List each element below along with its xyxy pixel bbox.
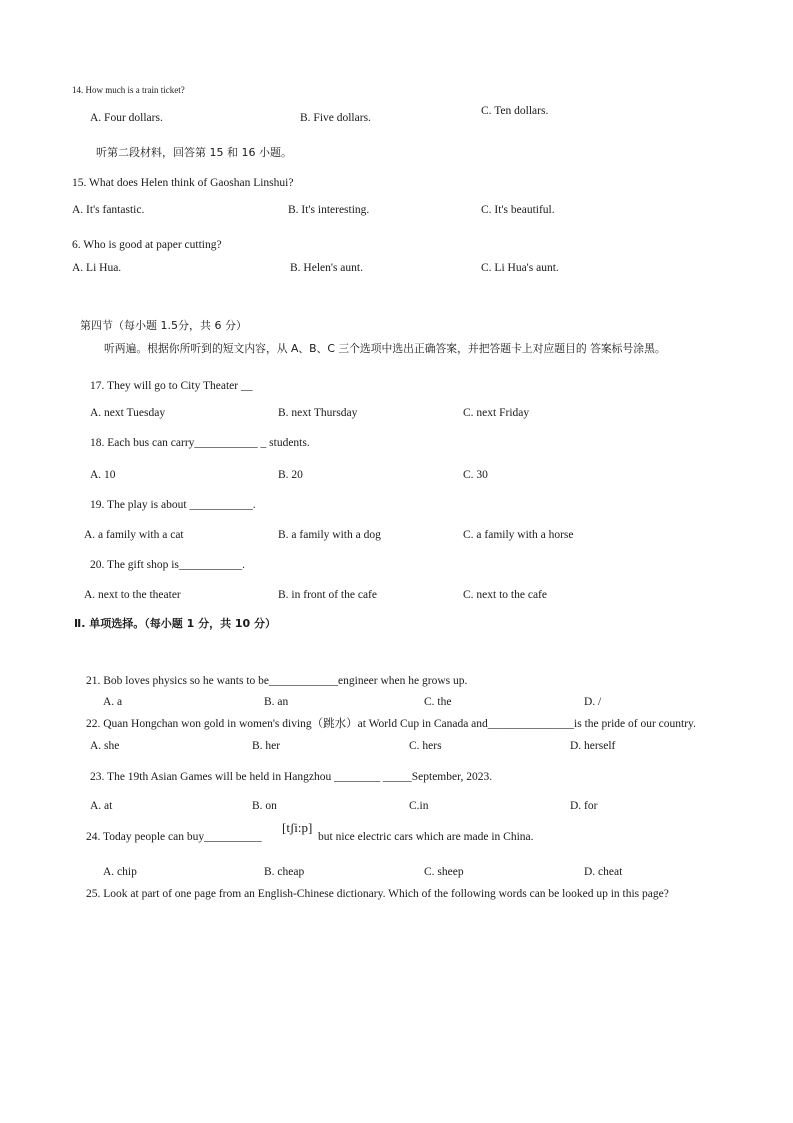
q18-option-a[interactable]: A. 10 <box>90 469 116 481</box>
section-instruction-material-2: 听第二段材料，回答第 15 和 16 小题。 <box>96 146 292 159</box>
q14-option-a[interactable]: A. Four dollars. <box>90 112 163 124</box>
q23-option-c[interactable]: C.in <box>409 800 429 812</box>
q18-option-c[interactable]: C. 30 <box>463 469 488 481</box>
q15-stem: 15. What does Helen think of Gaoshan Linshui? <box>72 177 294 189</box>
q18-stem: 18. Each bus can carry___________ _ students. <box>90 437 310 449</box>
q24-phonetic: [tʃi:p] <box>282 820 313 835</box>
q15-option-a[interactable]: A. It's fantastic. <box>72 204 145 216</box>
q23-option-a[interactable]: A. at <box>90 800 113 812</box>
q21-stem: 21. Bob loves physics so he wants to be____________engineer when he grows up. <box>86 675 468 687</box>
section2-title: Ⅱ. 单项选择。（每小题 1 分，共 10 分） <box>74 617 277 630</box>
q16-stem: 6. Who is good at paper cutting? <box>72 239 222 251</box>
q16-option-b[interactable]: B. Helen's aunt. <box>290 262 363 274</box>
q15-option-b[interactable]: B. It's interesting. <box>288 204 370 216</box>
q24-option-d[interactable]: D. cheat <box>584 866 623 878</box>
q22-option-c[interactable]: C. hers <box>409 740 442 752</box>
q19-stem: 19. The play is about ___________. <box>90 499 256 511</box>
part4-instruction: 听两遍。根据你所听到的短文内容，从 A、B、C 三个选项中选出正确答案，并把答题卡上对应题目的 答案标号涂黑。 <box>104 342 666 355</box>
q14-option-c[interactable]: C. Ten dollars. <box>481 105 549 117</box>
q19-option-b[interactable]: B. a family with a dog <box>278 529 381 541</box>
q16-option-a[interactable]: A. Li Hua. <box>72 262 122 274</box>
q19-option-c[interactable]: C. a family with a horse <box>463 529 574 541</box>
q17-option-c[interactable]: C. next Friday <box>463 407 530 419</box>
q23-option-b[interactable]: B. on <box>252 800 277 812</box>
q22-option-b[interactable]: B. her <box>252 740 281 752</box>
q14-option-b[interactable]: B. Five dollars. <box>300 112 371 124</box>
q15-option-c[interactable]: C. It's beautiful. <box>481 204 555 216</box>
q17-option-a[interactable]: A. next Tuesday <box>90 407 166 419</box>
q20-option-c[interactable]: C. next to the cafe <box>463 589 547 601</box>
q21-option-b[interactable]: B. an <box>264 696 289 708</box>
q24-option-a[interactable]: A. chip <box>103 866 137 878</box>
q24-stem-before: 24. Today people can buy__________ <box>86 831 262 843</box>
q25-stem: 25. Look at part of one page from an English-Chinese dictionary. Which of the following words can be looked up in this page? <box>86 888 669 900</box>
q23-stem: 23. The 19th Asian Games will be held in Hangzhou ________ _____September, 2023. <box>90 771 493 783</box>
q17-option-b[interactable]: B. next Thursday <box>278 407 358 419</box>
q24-option-c[interactable]: C. sheep <box>424 866 464 878</box>
q16-option-c[interactable]: C. Li Hua's aunt. <box>481 262 559 274</box>
q14-stem: 14. How much is a train ticket? <box>72 85 185 95</box>
q21-option-a[interactable]: A. a <box>103 696 123 708</box>
q23-option-d[interactable]: D. for <box>570 800 598 812</box>
q21-option-d[interactable]: D. / <box>584 696 602 708</box>
q20-option-a[interactable]: A. next to the theater <box>84 589 181 601</box>
q24-stem-after: but nice electric cars which are made in China. <box>318 831 534 843</box>
q22-stem: 22. Quan Hongchan won gold in women's diving（跳水）at World Cup in Canada and_______________is the pride of our country. <box>86 718 696 730</box>
q19-option-a[interactable]: A. a family with a cat <box>84 529 184 541</box>
q17-stem: 17. They will go to City Theater __ <box>90 380 253 392</box>
part4-title: 第四节（每小题 1.5分，共 6 分） <box>80 319 247 332</box>
q20-option-b[interactable]: B. in front of the cafe <box>278 589 377 601</box>
q22-option-a[interactable]: A. she <box>90 740 120 752</box>
q21-option-c[interactable]: C. the <box>424 696 452 708</box>
q18-option-b[interactable]: B. 20 <box>278 469 303 481</box>
q24-option-b[interactable]: B. cheap <box>264 866 305 878</box>
q20-stem: 20. The gift shop is___________. <box>90 559 246 571</box>
q22-option-d[interactable]: D. herself <box>570 740 616 752</box>
